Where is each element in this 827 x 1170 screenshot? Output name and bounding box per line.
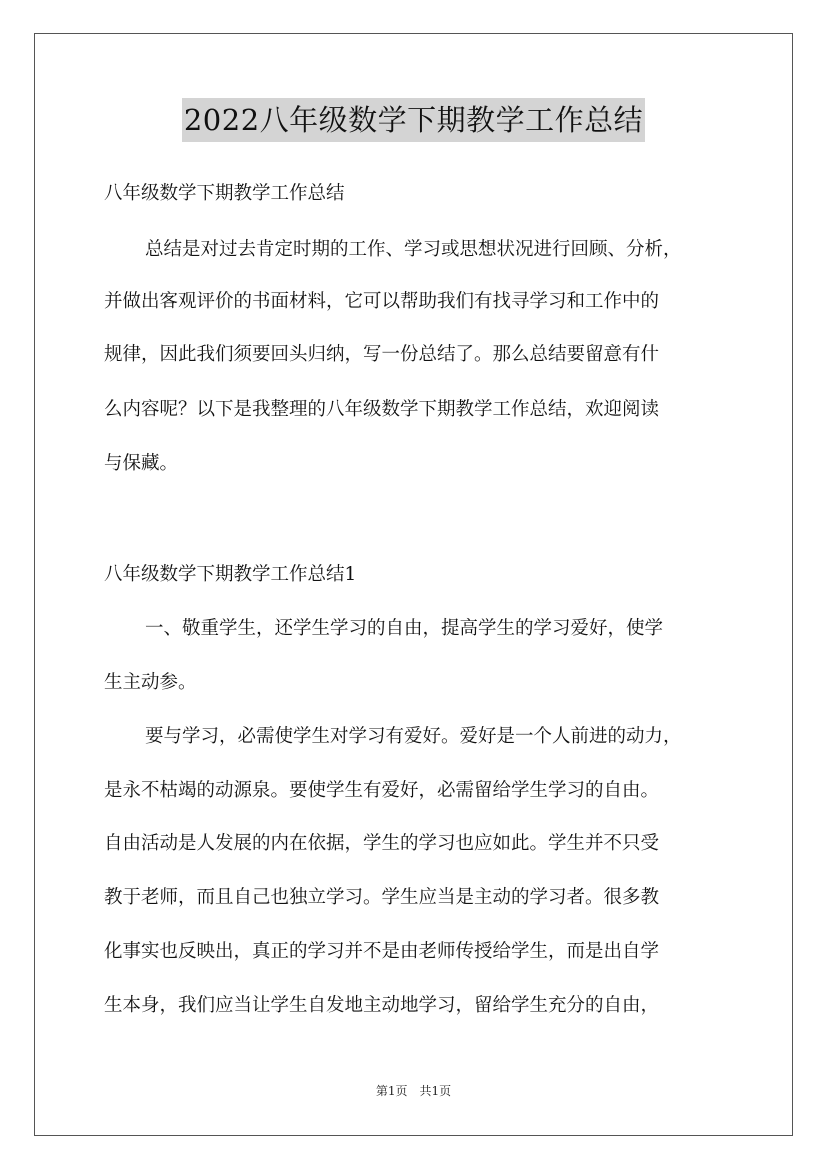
- intro-line: 总结是对过去肯定时期的工作、学习或思想状况进行回顾、分析，: [145, 239, 682, 260]
- document-title: 2022八年级数学下期教学工作总结: [182, 98, 645, 142]
- body-line: 要与学习，必需使学生对学习有爱好。爱好是一个人前进的动力，: [145, 726, 682, 747]
- title-container: [0, 98, 827, 142]
- section-heading: 八年级数学下期教学工作总结1: [104, 564, 357, 585]
- page-number-footer: 第1页 共1页: [375, 1084, 452, 1098]
- point-line: 一、敬重学生，还学生学习的自由，提高学生的学习爱好，使学: [145, 618, 664, 639]
- main-heading: 八年级数学下期教学工作总结: [104, 183, 345, 204]
- body-line: 自由活动是人发展的内在依据，学生的学习也应如此。学生并不只受: [104, 833, 660, 854]
- intro-line: 与保藏。: [104, 453, 179, 474]
- intro-line: 么内容呢？以下是我整理的八年级数学下期教学工作总结，欢迎阅读: [104, 399, 660, 420]
- point-line: 生主动参。: [104, 672, 197, 693]
- intro-line: 并做出客观评价的书面材料，它可以帮助我们有找寻学习和工作中的: [104, 291, 660, 312]
- intro-line: 规律，因此我们须要回头归纳，写一份总结了。那么总结要留意有什: [104, 344, 660, 365]
- body-line: 生本身，我们应当让学生自发地主动地学习，留给学生充分的自由，: [104, 995, 660, 1016]
- body-line: 是永不枯竭的动源泉。要使学生有爱好，必需留给学生学习的自由。: [104, 780, 660, 801]
- body-line: 教于老师，而且自己也独立学习。学生应当是主动的学习者。很多教: [104, 887, 660, 908]
- body-line: 化事实也反映出，真正的学习并不是由老师传授给学生，而是出自学: [104, 941, 660, 962]
